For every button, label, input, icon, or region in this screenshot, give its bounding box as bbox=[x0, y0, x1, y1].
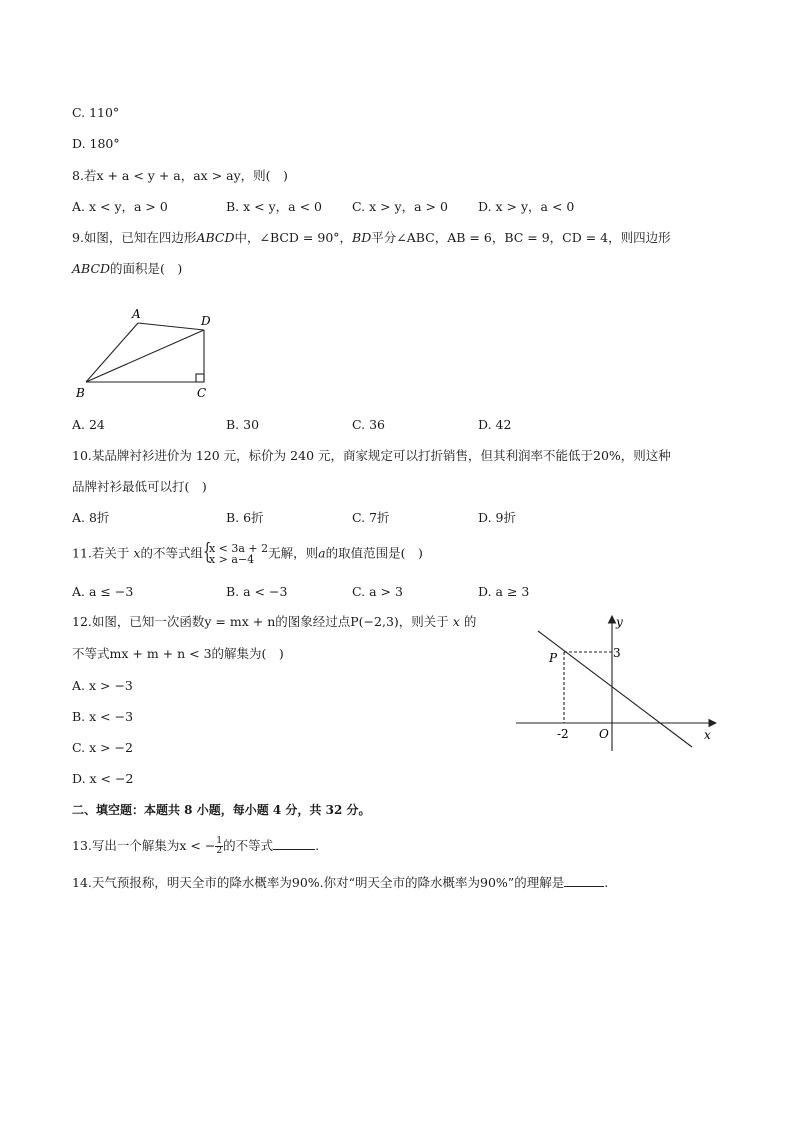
q9-option-c: C. 36 bbox=[352, 417, 385, 432]
q14-stem: 14.天气预报称，明天全市的降水概率为90%.你对“明天全市的降水概率为90%”的理解是 . bbox=[72, 875, 609, 890]
point-p-label: P bbox=[549, 651, 558, 665]
q12-linear-function-graph bbox=[512, 612, 724, 754]
q8-option-b: B. x < y，a < 0 bbox=[226, 199, 322, 214]
q9-option-d: D. 42 bbox=[478, 417, 512, 432]
q12-option-a: A. x > −3 bbox=[72, 678, 133, 693]
label-c: C bbox=[197, 386, 207, 400]
q10-stem-line2: 品牌衬衫最低可以打( ) bbox=[72, 479, 207, 494]
segment-ad bbox=[138, 323, 204, 330]
origin-label: O bbox=[599, 727, 609, 741]
q11-option-b: B. a < −3 bbox=[226, 584, 288, 599]
label-b: B bbox=[76, 386, 85, 400]
q7-option-d: D. 180° bbox=[72, 136, 120, 151]
q9-quadrilateral-figure bbox=[70, 305, 220, 405]
q13-stem: 13.写出一个解集为x < − $\frac{1}{2}$ 的不等式 . bbox=[72, 836, 320, 856]
q7-option-c: C. 110° bbox=[72, 105, 120, 120]
fraction-one-half: $\frac{1}{2}$ bbox=[216, 836, 223, 856]
x-axis-label: x bbox=[704, 728, 711, 742]
q12-option-d: D. x < −2 bbox=[72, 771, 134, 786]
q14-answer-blank[interactable] bbox=[564, 873, 604, 887]
tick-neg2-label: -2 bbox=[557, 727, 569, 741]
q12-option-b: B. x < −3 bbox=[72, 709, 134, 724]
label-d: D bbox=[201, 314, 211, 328]
q9-option-b: B. 30 bbox=[226, 417, 260, 432]
q11-option-a: A. a ≤ −3 bbox=[72, 584, 134, 599]
q10-option-a: A. 8折 bbox=[72, 510, 110, 525]
label-a: A bbox=[132, 307, 141, 321]
q8-option-d: D. x > y，a < 0 bbox=[478, 199, 575, 214]
inequality-system: { x < 3a + 2 x > a−4 bbox=[202, 540, 269, 566]
y-axis-label: y bbox=[616, 615, 623, 629]
q11-stem: 11.若关于 x的不等式组 { x < 3a + 2 x > a−4 无解，则a的取值范围是( ) bbox=[72, 540, 423, 566]
tick-3-label: 3 bbox=[613, 646, 621, 660]
q10-option-b: B. 6折 bbox=[226, 510, 264, 525]
right-angle-mark bbox=[196, 374, 204, 382]
q10-stem-line1: 10.某品牌衬衫进价为 120 元，标价为 240 元，商家规定可以打折销售，但其利润率不能低于20%，则这种 bbox=[72, 448, 671, 463]
q12-stem-line2: 不等式mx + m + n < 3的解集为( ) bbox=[72, 646, 284, 661]
q11-option-c: C. a > 3 bbox=[352, 584, 403, 599]
segment-bd bbox=[86, 330, 204, 382]
q10-option-d: D. 9折 bbox=[478, 510, 516, 525]
q11-option-d: D. a ≥ 3 bbox=[478, 584, 530, 599]
q8-stem: 8.若x + a < y + a，ax > ay，则( ) bbox=[72, 168, 288, 183]
q10-option-c: C. 7折 bbox=[352, 510, 390, 525]
q12-option-c: C. x > −2 bbox=[72, 740, 133, 755]
q8-option-c: C. x > y，a > 0 bbox=[352, 199, 448, 214]
q9-stem-line2: ABCD的面积是( ) bbox=[72, 261, 183, 276]
q12-stem-line1: 12.如图，已知一次函数y = mx + n的图象经过点P(−2,3)，则关于 x 的 bbox=[72, 614, 477, 629]
q9-option-a: A. 24 bbox=[72, 417, 105, 432]
q8-option-a: A. x < y，a > 0 bbox=[72, 199, 168, 214]
q9-stem-line1: 9.如图，已知在四边形ABCD中，∠BCD = 90°，BD平分∠ABC，AB = 6，BC = 9，CD = 4，则四边形 bbox=[72, 230, 671, 245]
segment-ab bbox=[86, 323, 138, 382]
section-2-heading: 二、填空题：本题共 8 小题，每小题 4 分，共 32 分。 bbox=[72, 803, 371, 817]
q13-answer-blank[interactable] bbox=[273, 836, 315, 850]
